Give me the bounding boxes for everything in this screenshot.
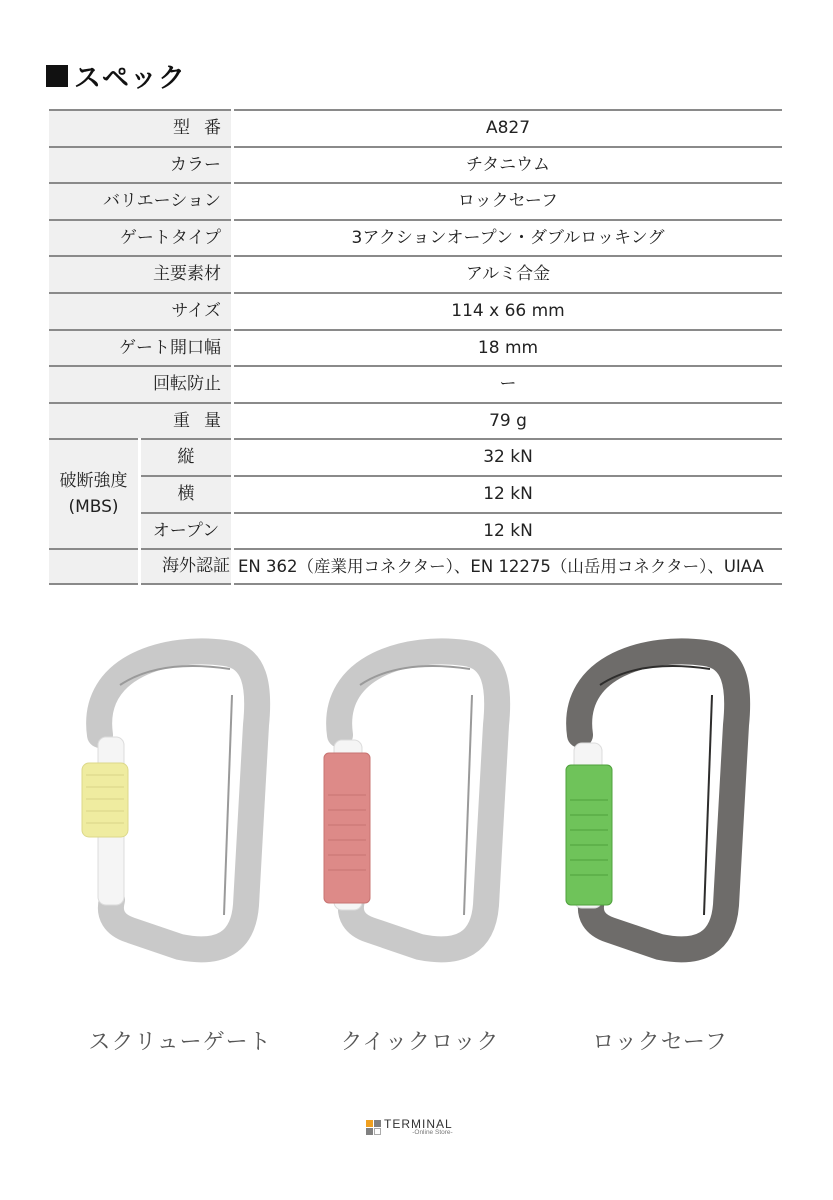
mbs-values [234,438,782,548]
logo-main-text: TERMINAL [384,1117,453,1131]
product-caption: ロックセーフ [592,1030,728,1055]
product-variations [0,625,833,1055]
spec-value: 79 g [234,402,782,439]
spec-row-anti-rotation [49,365,782,402]
spec-row-gate-type [49,219,782,256]
spec-row-model [49,109,782,146]
spec-value: ー [234,365,782,402]
product-locksafe [540,625,780,1055]
spec-row-certification [49,548,782,585]
spec-row-weight [49,402,782,439]
heading-text: スペック [74,63,186,94]
product-caption: クイックロック [340,1030,500,1055]
spec-value: EN 362（産業用コネクター）、EN 12275（山岳用コネクター）、UIAA [234,548,782,585]
page-heading [46,56,186,95]
spec-label: 型番 [49,109,231,146]
spec-row-color [49,146,782,183]
product-screwgate [60,625,300,1055]
square-bullet-icon [46,65,68,87]
spec-label: 回転防止 [49,365,231,402]
spec-value: 114 x 66 mm [234,292,782,329]
carabiner-quicklock-image [300,625,540,985]
spec-group-breaking-strength [49,438,782,548]
spec-label: バリエーション [49,182,231,219]
spec-label: サイズ [49,292,231,329]
logo-sub-text: -Online Store- [412,1129,453,1136]
mbs-sub-label-open: オープン [141,512,231,549]
spec-label: カラー [49,146,231,183]
terminal-logo [366,1118,453,1137]
spec-value: A827 [234,109,782,146]
mbs-sub-labels [141,438,231,548]
product-quicklock [300,625,540,1055]
mbs-sub-label-minor: 横 [141,475,231,512]
spec-value: アルミ合金 [234,255,782,292]
mbs-value-open: 12 kN [234,512,782,549]
spec-row-size [49,292,782,329]
spec-row-material [49,255,782,292]
spec-table [49,109,782,585]
spec-value: 3アクションオープン・ダブルロッキング [234,219,782,256]
mbs-group-label: 破断強度 (MBS) [49,438,138,548]
mbs-sub-label-major: 縦 [141,438,231,475]
spec-label: ゲート開口幅 [49,329,231,366]
mbs-value-minor: 12 kN [234,475,782,512]
spec-row-variation [49,182,782,219]
spec-value: チタニウム [234,146,782,183]
spec-label: ゲートタイプ [49,219,231,256]
mbs-value-major: 32 kN [234,438,782,475]
spec-label: 海外認証 [141,548,231,585]
spec-value: ロックセーフ [234,182,782,219]
spec-label: 主要素材 [49,255,231,292]
spec-value: 18 mm [234,329,782,366]
spec-label: 重量 [49,402,231,439]
logo-mark-icon [366,1120,381,1135]
carabiner-screwgate-image [60,625,300,985]
carabiner-locksafe-image [540,625,780,985]
spec-row-gate-opening [49,329,782,366]
product-caption: スクリューゲート [88,1030,272,1055]
